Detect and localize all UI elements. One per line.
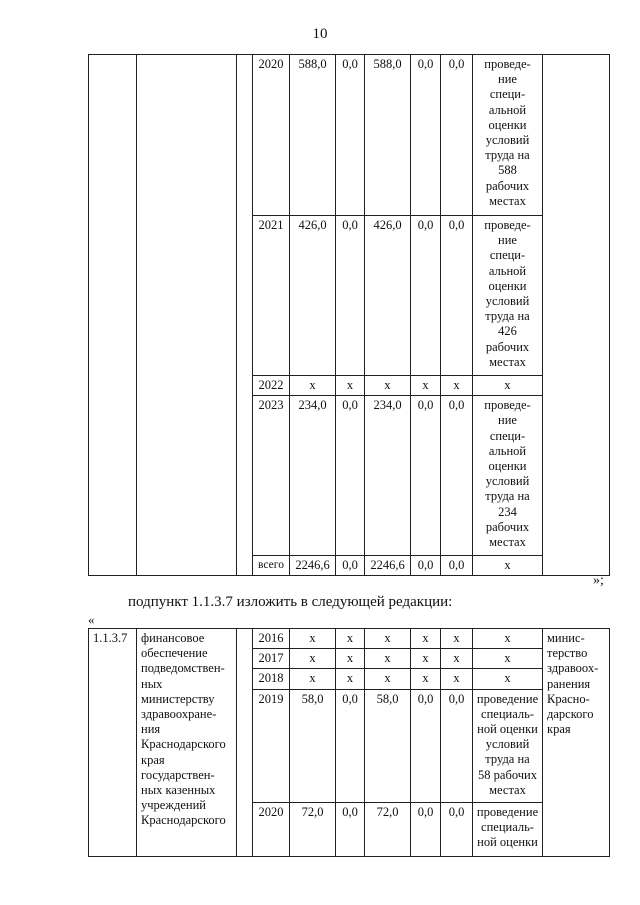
local-cell: 0,0 [411, 802, 441, 856]
regional-cell: x [365, 629, 411, 649]
local-cell: 0,0 [411, 55, 441, 216]
total-cell: 588,0 [290, 55, 336, 216]
subpoint-instruction: подпункт 1.1.3.7 изложить в следующей редакции: [128, 594, 453, 610]
year-cell: всего [253, 556, 290, 576]
year-cell: 2020 [253, 55, 290, 216]
extra-cell: 0,0 [441, 556, 473, 576]
extra-cell: x [441, 629, 473, 649]
regional-cell: x [365, 376, 411, 396]
total-cell: 234,0 [290, 396, 336, 556]
extra-cell: x [441, 669, 473, 689]
total-cell: 72,0 [290, 802, 336, 856]
regional-cell: x [365, 649, 411, 669]
name-cell: финансовое обеспечение подведомствен- ных министерству здравоохране- ния Краснодарского края государствен- ных казенных учреждений Краснодарского [137, 629, 237, 857]
regional-cell: 58,0 [365, 689, 411, 802]
year-cell: 2016 [253, 629, 290, 649]
local-cell: 0,0 [411, 556, 441, 576]
year-cell: 2019 [253, 689, 290, 802]
regional-cell: x [365, 669, 411, 689]
result-cell: x [473, 649, 543, 669]
regional-cell: 2246,6 [365, 556, 411, 576]
local-cell: x [411, 376, 441, 396]
total-cell: x [290, 629, 336, 649]
status-cell [237, 55, 253, 576]
federal-cell: 0,0 [336, 396, 365, 556]
name-cell [137, 55, 237, 576]
status-cell [237, 629, 253, 857]
result-cell: проведе- ние специ- альной оценки условий труда на 426 рабочих местах [473, 216, 543, 376]
result-cell: проведе- ние специ- альной оценки условий труда на 234 рабочих местах [473, 396, 543, 556]
year-cell: 2017 [253, 649, 290, 669]
regional-cell: 72,0 [365, 802, 411, 856]
federal-cell: 0,0 [336, 216, 365, 376]
year-cell: 2020 [253, 802, 290, 856]
total-cell: 426,0 [290, 216, 336, 376]
regional-cell: 426,0 [365, 216, 411, 376]
opening-quote: « [88, 612, 95, 627]
continuation-table [88, 54, 610, 576]
result-cell: x [473, 629, 543, 649]
table-row [89, 55, 610, 216]
extra-cell: 0,0 [441, 689, 473, 802]
local-cell: 0,0 [411, 216, 441, 376]
year-cell: 2021 [253, 216, 290, 376]
subpoint-table [88, 628, 610, 857]
year-cell: 2023 [253, 396, 290, 556]
total-cell: x [290, 669, 336, 689]
local-cell: x [411, 629, 441, 649]
federal-cell: x [336, 669, 365, 689]
local-cell: 0,0 [411, 396, 441, 556]
regional-cell: 234,0 [365, 396, 411, 556]
extra-cell: x [441, 649, 473, 669]
local-cell: x [411, 669, 441, 689]
federal-cell: 0,0 [336, 55, 365, 216]
extra-cell: 0,0 [441, 802, 473, 856]
extra-cell: 0,0 [441, 216, 473, 376]
extra-cell: x [441, 376, 473, 396]
year-cell: 2022 [253, 376, 290, 396]
local-cell: x [411, 649, 441, 669]
result-cell: x [473, 556, 543, 576]
federal-cell: 0,0 [336, 802, 365, 856]
total-cell: 58,0 [290, 689, 336, 802]
local-cell: 0,0 [411, 689, 441, 802]
result-cell: x [473, 376, 543, 396]
executor-cell [543, 55, 610, 576]
subpoint-number: 1.1.3.7 [89, 629, 137, 857]
result-cell: проведение специаль- ной оценки [473, 802, 543, 856]
extra-cell: 0,0 [441, 55, 473, 216]
total-cell: x [290, 376, 336, 396]
federal-cell: 0,0 [336, 689, 365, 802]
result-cell: x [473, 669, 543, 689]
number-cell [89, 55, 137, 576]
federal-cell: x [336, 629, 365, 649]
regional-cell: 588,0 [365, 55, 411, 216]
result-cell: проведе- ние специ- альной оценки условий труда на 588 рабочих местах [473, 55, 543, 216]
federal-cell: x [336, 376, 365, 396]
total-cell: 2246,6 [290, 556, 336, 576]
result-cell: проведение специаль- ной оценки условий труда на 58 рабочих местах [473, 689, 543, 802]
year-cell: 2018 [253, 669, 290, 689]
federal-cell: x [336, 649, 365, 669]
page-number: 10 [312, 26, 328, 42]
table-row [89, 629, 610, 649]
executor-cell: минис- терство здравоох- ранения Красно- дарского края [543, 629, 610, 857]
extra-cell: 0,0 [441, 396, 473, 556]
closing-quote: »; [593, 573, 604, 588]
total-cell: x [290, 649, 336, 669]
federal-cell: 0,0 [336, 556, 365, 576]
